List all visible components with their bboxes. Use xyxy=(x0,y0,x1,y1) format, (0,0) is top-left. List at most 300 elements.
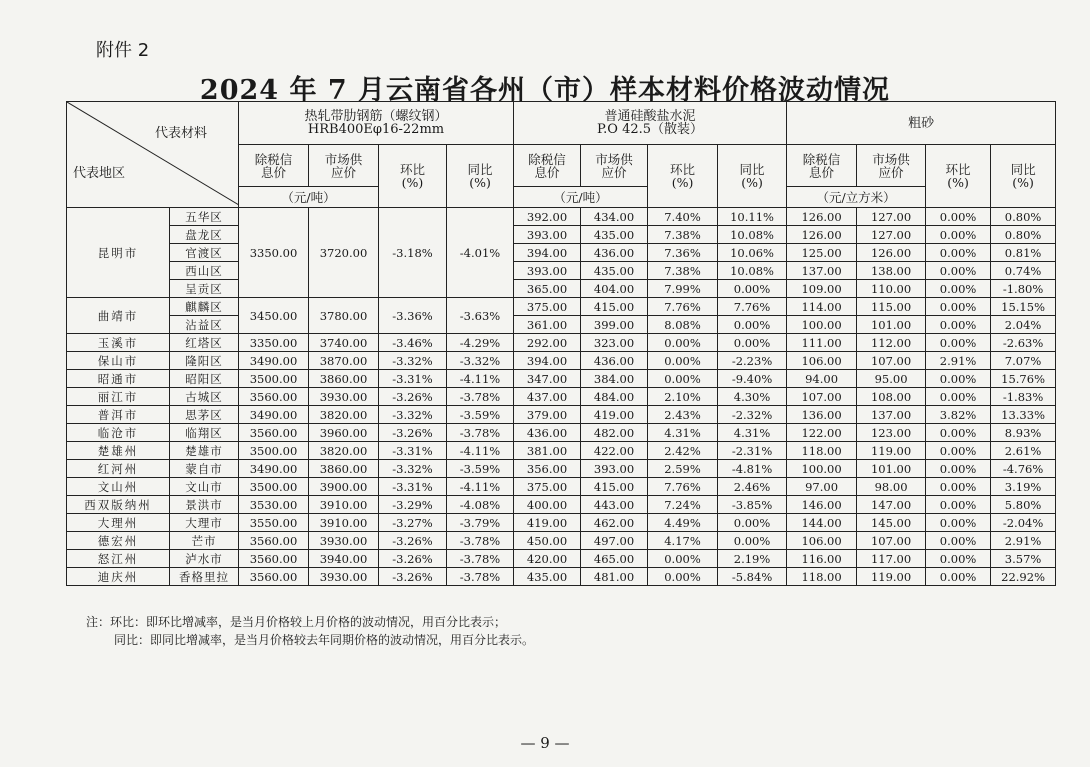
sand-mom-cell: 0.00% xyxy=(926,298,991,316)
cement-tax-price-cell: 379.00 xyxy=(514,406,581,424)
cement-market-price-cell: 384.00 xyxy=(581,370,648,388)
sand-market-price-cell: 127.00 xyxy=(857,226,926,244)
sand-tax-price-cell: 125.00 xyxy=(787,244,857,262)
diagonal-line xyxy=(67,102,239,205)
cement-tax-price-cell: 394.00 xyxy=(514,352,581,370)
cement-market-price-cell: 443.00 xyxy=(581,496,648,514)
cement-mom-cell: 4.49% xyxy=(648,514,718,532)
steel-yoy-cell: -3.79% xyxy=(447,514,514,532)
diagonal-header-cell xyxy=(67,102,239,208)
steel-market-price-cell: 3870.00 xyxy=(309,352,379,370)
sand-market-price-cell: 119.00 xyxy=(857,442,926,460)
price-table xyxy=(66,101,1056,586)
table-row xyxy=(67,460,1056,478)
cement-tax-price-cell: 392.00 xyxy=(514,208,581,226)
steel-mom-cell: -3.32% xyxy=(379,406,447,424)
district-cell: 西山区 xyxy=(170,262,239,280)
steel-name: 热轧带肋钢筋（螺纹钢） xyxy=(304,109,448,124)
sand-market-price-cell: 107.00 xyxy=(857,352,926,370)
sand-tax-price-cell: 97.00 xyxy=(787,478,857,496)
sand-mom-cell: 0.00% xyxy=(926,334,991,352)
steel-market-price-cell: 3740.00 xyxy=(309,334,379,352)
sand-mom-cell: 0.00% xyxy=(926,460,991,478)
district-cell: 盘龙区 xyxy=(170,226,239,244)
district-cell: 大理市 xyxy=(170,514,239,532)
footnotes xyxy=(86,613,534,649)
cement-market-price-cell: 434.00 xyxy=(581,208,648,226)
city-cell: 大理州 xyxy=(67,514,170,532)
steel-market-price-cell: 3900.00 xyxy=(309,478,379,496)
sand-market-price-cell: 123.00 xyxy=(857,424,926,442)
cement-mom-cell: 0.00% xyxy=(648,334,718,352)
cement-market-price-cell: 404.00 xyxy=(581,280,648,298)
cement-mom-cell: 2.43% xyxy=(648,406,718,424)
city-cell: 红河州 xyxy=(67,460,170,478)
sand-yoy-cell: 0.80% xyxy=(991,208,1056,226)
city-cell: 迪庆州 xyxy=(67,568,170,586)
cement-yoy-cell: 10.08% xyxy=(718,226,787,244)
steel-market-price-cell: 3780.00 xyxy=(309,298,379,334)
cement-market-price-cell: 422.00 xyxy=(581,442,648,460)
cement-tax-price-cell: 420.00 xyxy=(514,550,581,568)
cement-mom-header: 环比 (%) xyxy=(648,145,718,208)
sand-mom-cell: 0.00% xyxy=(926,226,991,244)
sand-mom-cell: 0.00% xyxy=(926,514,991,532)
sand-market-price-cell: 112.00 xyxy=(857,334,926,352)
cement-market-price-cell: 462.00 xyxy=(581,514,648,532)
cement-market-price-cell: 465.00 xyxy=(581,550,648,568)
steel-mom-cell: -3.31% xyxy=(379,442,447,460)
cement-tax-price-cell: 375.00 xyxy=(514,478,581,496)
table-row xyxy=(67,406,1056,424)
sand-mom-cell: 0.00% xyxy=(926,244,991,262)
city-cell: 昆明市 xyxy=(67,208,170,298)
steel-tax-price-cell: 3450.00 xyxy=(239,298,309,334)
sand-yoy-cell: -1.83% xyxy=(991,388,1056,406)
steel-market-price-cell: 3930.00 xyxy=(309,388,379,406)
steel-market-price-cell: 3720.00 xyxy=(309,208,379,298)
steel-market-price-cell: 3820.00 xyxy=(309,442,379,460)
steel-tax-price-cell: 3560.00 xyxy=(239,568,309,586)
sand-yoy-cell: 15.15% xyxy=(991,298,1056,316)
district-cell: 呈贡区 xyxy=(170,280,239,298)
cement-yoy-cell: -5.84% xyxy=(718,568,787,586)
district-cell: 沾益区 xyxy=(170,316,239,334)
sand-tax-price-cell: 126.00 xyxy=(787,208,857,226)
sand-tax-price-cell: 137.00 xyxy=(787,262,857,280)
sand-tax-price-header: 除税信 息价 xyxy=(787,145,857,187)
attachment-label: 附件 2 xyxy=(96,40,150,61)
steel-yoy-cell: -4.08% xyxy=(447,496,514,514)
sand-market-price-cell: 147.00 xyxy=(857,496,926,514)
cement-market-price-cell: 415.00 xyxy=(581,298,648,316)
city-cell: 怒江州 xyxy=(67,550,170,568)
steel-mom-cell: -3.31% xyxy=(379,370,447,388)
sand-mom-cell: 0.00% xyxy=(926,316,991,334)
cement-name: 普通硅酸盐水泥 xyxy=(604,109,696,124)
steel-header xyxy=(239,102,514,145)
district-cell: 景洪市 xyxy=(170,496,239,514)
sand-tax-price-cell: 100.00 xyxy=(787,316,857,334)
cement-tax-price-cell: 347.00 xyxy=(514,370,581,388)
cement-yoy-cell: 4.30% xyxy=(718,388,787,406)
district-cell: 临翔区 xyxy=(170,424,239,442)
sand-mom-cell: 2.91% xyxy=(926,352,991,370)
region-label: 代表地区 xyxy=(73,166,126,181)
table-row xyxy=(67,226,1056,244)
sand-tax-price-cell: 118.00 xyxy=(787,442,857,460)
steel-yoy-cell: -4.11% xyxy=(447,370,514,388)
steel-tax-price-cell: 3350.00 xyxy=(239,208,309,298)
cement-yoy-cell: 0.00% xyxy=(718,532,787,550)
sand-mom-cell: 0.00% xyxy=(926,262,991,280)
cement-mom-cell: 4.17% xyxy=(648,532,718,550)
cement-mom-cell: 0.00% xyxy=(648,352,718,370)
cement-yoy-cell: 10.11% xyxy=(718,208,787,226)
steel-yoy-cell: -3.78% xyxy=(447,568,514,586)
sand-tax-price-cell: 136.00 xyxy=(787,406,857,424)
cement-tax-price-cell: 375.00 xyxy=(514,298,581,316)
steel-yoy-cell: -4.11% xyxy=(447,478,514,496)
sand-yoy-cell: 3.19% xyxy=(991,478,1056,496)
city-cell: 文山州 xyxy=(67,478,170,496)
cement-mom-cell: 7.40% xyxy=(648,208,718,226)
steel-mom-cell: -3.26% xyxy=(379,532,447,550)
steel-tax-price-cell: 3350.00 xyxy=(239,334,309,352)
steel-market-price-header: 市场供 应价 xyxy=(309,145,379,187)
cement-market-price-header: 市场供 应价 xyxy=(581,145,648,187)
district-cell: 古城区 xyxy=(170,388,239,406)
city-cell: 保山市 xyxy=(67,352,170,370)
sand-mom-header: 环比 (%) xyxy=(926,145,991,208)
cement-tax-price-cell: 292.00 xyxy=(514,334,581,352)
sand-yoy-cell: 0.81% xyxy=(991,244,1056,262)
city-cell: 西双版纳州 xyxy=(67,496,170,514)
cement-tax-price-cell: 393.00 xyxy=(514,262,581,280)
steel-spec: HRB400Eφ16-22mm xyxy=(307,122,445,137)
table-row xyxy=(67,442,1056,460)
district-cell: 香格里拉 xyxy=(170,568,239,586)
sand-market-price-cell: 101.00 xyxy=(857,316,926,334)
district-cell: 红塔区 xyxy=(170,334,239,352)
steel-tax-price-cell: 3500.00 xyxy=(239,478,309,496)
steel-market-price-cell: 3860.00 xyxy=(309,460,379,478)
cement-tax-price-cell: 437.00 xyxy=(514,388,581,406)
sand-yoy-cell: 0.74% xyxy=(991,262,1056,280)
steel-market-price-cell: 3960.00 xyxy=(309,424,379,442)
cement-mom-cell: 7.38% xyxy=(648,262,718,280)
cement-mom-cell: 2.42% xyxy=(648,442,718,460)
sand-market-price-cell: 126.00 xyxy=(857,244,926,262)
table-row xyxy=(67,298,1056,316)
steel-yoy-cell: -3.78% xyxy=(447,388,514,406)
cement-yoy-cell: -4.81% xyxy=(718,460,787,478)
cement-tax-price-cell: 365.00 xyxy=(514,280,581,298)
cement-tax-price-cell: 394.00 xyxy=(514,244,581,262)
steel-mom-cell: -3.29% xyxy=(379,496,447,514)
cement-yoy-cell: -2.23% xyxy=(718,352,787,370)
cement-yoy-cell: 0.00% xyxy=(718,514,787,532)
sand-yoy-cell: 15.76% xyxy=(991,370,1056,388)
steel-tax-price-cell: 3550.00 xyxy=(239,514,309,532)
cement-market-price-cell: 393.00 xyxy=(581,460,648,478)
sand-yoy-cell: 13.33% xyxy=(991,406,1056,424)
city-cell: 丽江市 xyxy=(67,388,170,406)
city-cell: 临沧市 xyxy=(67,424,170,442)
cement-tax-price-cell: 400.00 xyxy=(514,496,581,514)
sand-yoy-header: 同比 (%) xyxy=(991,145,1056,208)
sand-unit: （元/立方米） xyxy=(787,187,926,208)
cement-mom-cell: 0.00% xyxy=(648,370,718,388)
cement-yoy-cell: 7.76% xyxy=(718,298,787,316)
cement-mom-cell: 7.36% xyxy=(648,244,718,262)
steel-tax-price-cell: 3500.00 xyxy=(239,442,309,460)
sand-yoy-cell: 3.57% xyxy=(991,550,1056,568)
cement-tax-price-cell: 450.00 xyxy=(514,532,581,550)
note-mom: 注：环比：即环比增减率，是当月价格较上月价格的波动情况，用百分比表示； xyxy=(86,615,507,629)
steel-tax-price-cell: 3530.00 xyxy=(239,496,309,514)
table-row xyxy=(67,316,1056,334)
steel-mom-cell: -3.18% xyxy=(379,208,447,298)
cement-yoy-cell: 4.31% xyxy=(718,424,787,442)
district-cell: 芒市 xyxy=(170,532,239,550)
steel-market-price-cell: 3910.00 xyxy=(309,496,379,514)
cement-yoy-cell: 2.19% xyxy=(718,550,787,568)
cement-yoy-cell: 0.00% xyxy=(718,316,787,334)
cement-market-price-cell: 481.00 xyxy=(581,568,648,586)
cement-tax-price-cell: 361.00 xyxy=(514,316,581,334)
sand-mom-cell: 0.00% xyxy=(926,496,991,514)
cement-yoy-cell: -3.85% xyxy=(718,496,787,514)
cement-market-price-cell: 436.00 xyxy=(581,352,648,370)
sand-market-price-cell: 137.00 xyxy=(857,406,926,424)
sand-mom-cell: 0.00% xyxy=(926,532,991,550)
steel-mom-cell: -3.26% xyxy=(379,550,447,568)
cement-market-price-cell: 323.00 xyxy=(581,334,648,352)
cement-header xyxy=(514,102,787,145)
district-cell: 官渡区 xyxy=(170,244,239,262)
district-cell: 文山市 xyxy=(170,478,239,496)
steel-market-price-cell: 3930.00 xyxy=(309,532,379,550)
cement-yoy-cell: 10.08% xyxy=(718,262,787,280)
steel-tax-price-cell: 3500.00 xyxy=(239,370,309,388)
cement-market-price-cell: 399.00 xyxy=(581,316,648,334)
steel-tax-price-header: 除税信 息价 xyxy=(239,145,309,187)
sand-mom-cell: 0.00% xyxy=(926,424,991,442)
cement-tax-price-cell: 356.00 xyxy=(514,460,581,478)
city-cell: 德宏州 xyxy=(67,532,170,550)
sand-market-price-cell: 115.00 xyxy=(857,298,926,316)
steel-yoy-cell: -3.78% xyxy=(447,424,514,442)
steel-market-price-cell: 3940.00 xyxy=(309,550,379,568)
sand-yoy-cell: 7.07% xyxy=(991,352,1056,370)
cement-market-price-cell: 435.00 xyxy=(581,262,648,280)
steel-market-price-cell: 3930.00 xyxy=(309,568,379,586)
sand-yoy-cell: 2.91% xyxy=(991,532,1056,550)
page-number: — 9 — xyxy=(520,734,570,752)
cement-mom-cell: 7.76% xyxy=(648,478,718,496)
sand-tax-price-cell: 122.00 xyxy=(787,424,857,442)
sand-yoy-cell: 22.92% xyxy=(991,568,1056,586)
city-cell: 玉溪市 xyxy=(67,334,170,352)
steel-mom-cell: -3.26% xyxy=(379,568,447,586)
district-cell: 楚雄市 xyxy=(170,442,239,460)
steel-mom-cell: -3.27% xyxy=(379,514,447,532)
table-row xyxy=(67,424,1056,442)
district-cell: 昭阳区 xyxy=(170,370,239,388)
steel-yoy-cell: -3.32% xyxy=(447,352,514,370)
sand-tax-price-cell: 146.00 xyxy=(787,496,857,514)
page-title: 2024 年 7 月云南省各州（市）样本材料价格波动情况 xyxy=(199,75,891,106)
cement-market-price-cell: 419.00 xyxy=(581,406,648,424)
cement-mom-cell: 7.76% xyxy=(648,298,718,316)
sand-market-price-cell: 117.00 xyxy=(857,550,926,568)
sand-tax-price-cell: 94.00 xyxy=(787,370,857,388)
steel-tax-price-cell: 3490.00 xyxy=(239,460,309,478)
steel-mom-cell: -3.26% xyxy=(379,388,447,406)
material-label: 代表材料 xyxy=(155,126,208,141)
cement-market-price-cell: 484.00 xyxy=(581,388,648,406)
steel-tax-price-cell: 3560.00 xyxy=(239,532,309,550)
sand-yoy-cell: 8.93% xyxy=(991,424,1056,442)
cement-spec: P.O 42.5（散装） xyxy=(597,122,704,137)
steel-market-price-cell: 3860.00 xyxy=(309,370,379,388)
steel-tax-price-cell: 3490.00 xyxy=(239,406,309,424)
sand-yoy-cell: -1.80% xyxy=(991,280,1056,298)
cement-market-price-cell: 436.00 xyxy=(581,244,648,262)
table-row xyxy=(67,280,1056,298)
sand-market-price-cell: 138.00 xyxy=(857,262,926,280)
cement-market-price-cell: 415.00 xyxy=(581,478,648,496)
sand-yoy-cell: 5.80% xyxy=(991,496,1056,514)
table-row xyxy=(67,262,1056,280)
cement-tax-price-cell: 436.00 xyxy=(514,424,581,442)
sand-tax-price-cell: 106.00 xyxy=(787,532,857,550)
sand-tax-price-cell: 107.00 xyxy=(787,388,857,406)
sand-mom-cell: 0.00% xyxy=(926,478,991,496)
steel-mom-cell: -3.36% xyxy=(379,298,447,334)
steel-tax-price-cell: 3560.00 xyxy=(239,424,309,442)
sand-market-price-cell: 101.00 xyxy=(857,460,926,478)
steel-tax-price-cell: 3560.00 xyxy=(239,388,309,406)
cement-unit: （元/吨） xyxy=(514,187,648,208)
city-cell: 楚雄州 xyxy=(67,442,170,460)
steel-unit: （元/吨） xyxy=(239,187,379,208)
sand-market-price-cell: 98.00 xyxy=(857,478,926,496)
cement-tax-price-cell: 435.00 xyxy=(514,568,581,586)
sand-market-price-cell: 95.00 xyxy=(857,370,926,388)
cement-yoy-cell: 0.00% xyxy=(718,280,787,298)
cement-yoy-cell: 0.00% xyxy=(718,334,787,352)
city-cell: 普洱市 xyxy=(67,406,170,424)
sand-yoy-cell: 0.80% xyxy=(991,226,1056,244)
sand-market-price-cell: 110.00 xyxy=(857,280,926,298)
sand-tax-price-cell: 144.00 xyxy=(787,514,857,532)
steel-mom-cell: -3.26% xyxy=(379,424,447,442)
table-row xyxy=(67,532,1056,550)
cement-mom-cell: 7.38% xyxy=(648,226,718,244)
sand-tax-price-cell: 109.00 xyxy=(787,280,857,298)
sand-tax-price-cell: 111.00 xyxy=(787,334,857,352)
cement-yoy-cell: -9.40% xyxy=(718,370,787,388)
district-cell: 麒麟区 xyxy=(170,298,239,316)
table-row xyxy=(67,370,1056,388)
table-row xyxy=(67,352,1056,370)
table-row xyxy=(67,514,1056,532)
sand-yoy-cell: -4.76% xyxy=(991,460,1056,478)
sand-market-price-cell: 119.00 xyxy=(857,568,926,586)
steel-yoy-cell: -4.11% xyxy=(447,442,514,460)
sand-market-price-header: 市场供 应价 xyxy=(857,145,926,187)
sand-tax-price-cell: 114.00 xyxy=(787,298,857,316)
cement-yoy-cell: -2.32% xyxy=(718,406,787,424)
cement-yoy-cell: 10.06% xyxy=(718,244,787,262)
steel-yoy-cell: -4.01% xyxy=(447,208,514,298)
sand-header: 粗砂 xyxy=(787,102,1056,145)
district-cell: 五华区 xyxy=(170,208,239,226)
sand-yoy-cell: -2.63% xyxy=(991,334,1056,352)
cement-yoy-cell: -2.31% xyxy=(718,442,787,460)
cement-mom-cell: 7.24% xyxy=(648,496,718,514)
table-row xyxy=(67,388,1056,406)
steel-yoy-cell: -3.59% xyxy=(447,460,514,478)
sand-mom-cell: 0.00% xyxy=(926,208,991,226)
cement-mom-cell: 2.59% xyxy=(648,460,718,478)
steel-tax-price-cell: 3490.00 xyxy=(239,352,309,370)
sand-market-price-cell: 145.00 xyxy=(857,514,926,532)
steel-yoy-cell: -3.63% xyxy=(447,298,514,334)
sand-mom-cell: 0.00% xyxy=(926,280,991,298)
table-row xyxy=(67,208,1056,226)
steel-yoy-cell: -4.29% xyxy=(447,334,514,352)
cement-tax-price-cell: 381.00 xyxy=(514,442,581,460)
district-cell: 隆阳区 xyxy=(170,352,239,370)
sand-yoy-cell: 2.61% xyxy=(991,442,1056,460)
steel-tax-price-cell: 3560.00 xyxy=(239,550,309,568)
steel-mom-header: 环比 (%) xyxy=(379,145,447,208)
table-row xyxy=(67,568,1056,586)
table-row xyxy=(67,478,1056,496)
sand-yoy-cell: 2.04% xyxy=(991,316,1056,334)
cement-mom-cell: 0.00% xyxy=(648,550,718,568)
steel-yoy-cell: -3.78% xyxy=(447,550,514,568)
steel-mom-cell: -3.32% xyxy=(379,460,447,478)
sand-mom-cell: 0.00% xyxy=(926,550,991,568)
sand-mom-cell: 0.00% xyxy=(926,388,991,406)
cement-tax-price-cell: 393.00 xyxy=(514,226,581,244)
cement-yoy-cell: 2.46% xyxy=(718,478,787,496)
steel-mom-cell: -3.46% xyxy=(379,334,447,352)
steel-market-price-cell: 3820.00 xyxy=(309,406,379,424)
table-row xyxy=(67,334,1056,352)
sand-tax-price-cell: 116.00 xyxy=(787,550,857,568)
cement-tax-price-cell: 419.00 xyxy=(514,514,581,532)
sand-market-price-cell: 108.00 xyxy=(857,388,926,406)
steel-mom-cell: -3.31% xyxy=(379,478,447,496)
table-row xyxy=(67,496,1056,514)
cement-mom-cell: 8.08% xyxy=(648,316,718,334)
cement-mom-cell: 7.99% xyxy=(648,280,718,298)
cement-market-price-cell: 482.00 xyxy=(581,424,648,442)
table-row xyxy=(67,244,1056,262)
sand-market-price-cell: 107.00 xyxy=(857,532,926,550)
steel-yoy-cell: -3.59% xyxy=(447,406,514,424)
sand-mom-cell: 3.82% xyxy=(926,406,991,424)
district-cell: 泸水市 xyxy=(170,550,239,568)
sand-tax-price-cell: 126.00 xyxy=(787,226,857,244)
district-cell: 思茅区 xyxy=(170,406,239,424)
sand-mom-cell: 0.00% xyxy=(926,370,991,388)
